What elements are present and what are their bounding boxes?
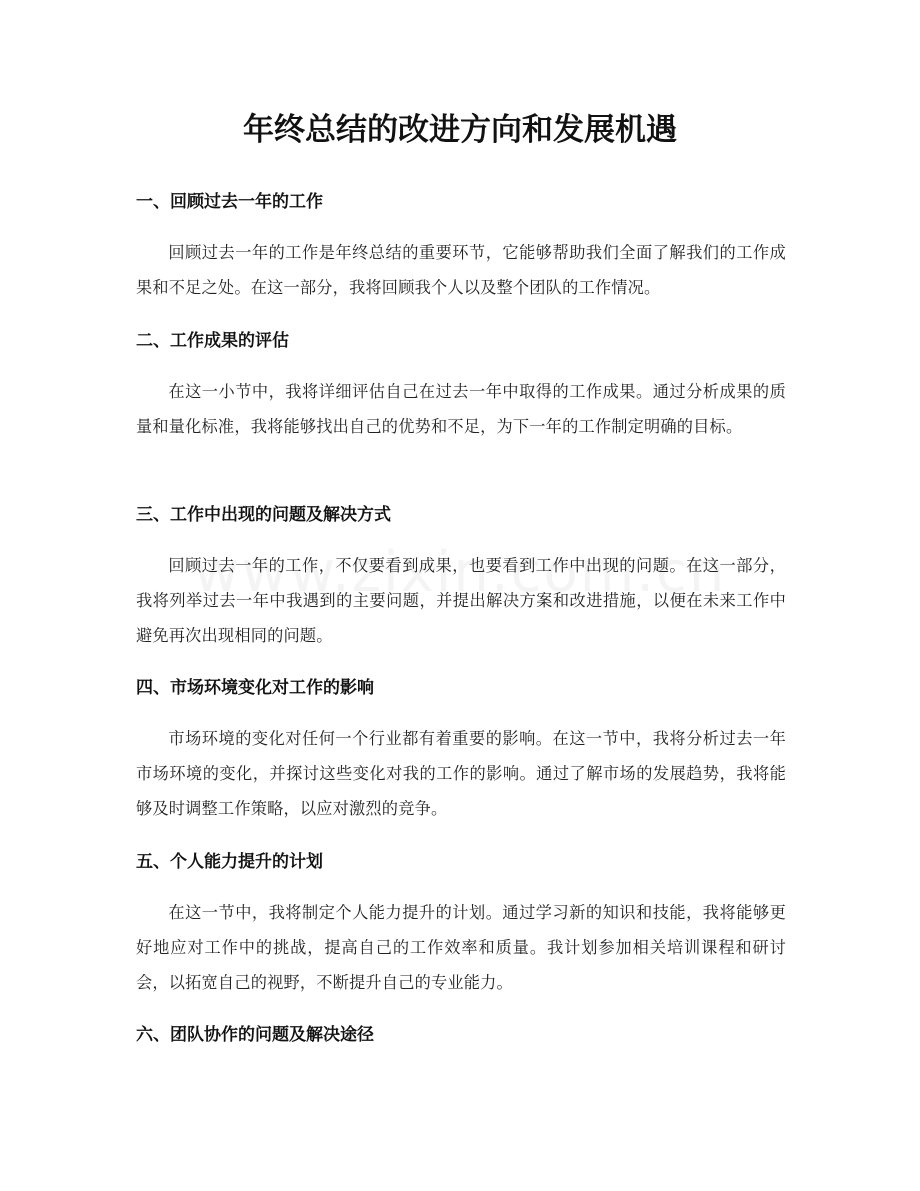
section-teamwork bbox=[136, 1022, 786, 1048]
section-body: 回顾过去一年的工作，不仅要看到成果，也要看到工作中出现的问题。在这一部分，我将列举过去一年中我遇到的主要问题，并提出解决方案和改进措施，以便在未来工作中避免再次出现相同的问题。 bbox=[136, 556, 786, 645]
section-heading: 六、团队协作的问题及解决途径 bbox=[136, 1025, 374, 1045]
section-heading: 一、回顾过去一年的工作 bbox=[136, 192, 323, 212]
section-body: 在这一节中，我将制定个人能力提升的计划。通过学习新的知识和技能，我将能够更好地应对工作中的挑战，提高自己的工作效率和质量。我计划参加相关培训课程和研讨会，以拓宽自己的视野，不断提升自己的专业能力。 bbox=[136, 903, 786, 992]
page-title: 年终总结的改进方向和发展机遇 bbox=[243, 112, 677, 148]
section-heading: 五、个人能力提升的计划 bbox=[136, 852, 323, 872]
section-heading: 二、工作成果的评估 bbox=[136, 331, 289, 351]
section-problems bbox=[136, 502, 786, 653]
section-body: 市场环境的变化对任何一个行业都有着重要的影响。在这一节中，我将分析过去一年市场环境的变化，并探讨这些变化对我的工作的影响。通过了解市场的发展趋势，我将能够及时调整工作策略，以应对激烈的竞争。 bbox=[136, 729, 786, 818]
section-heading: 四、市场环境变化对工作的影响 bbox=[136, 678, 374, 698]
section-review bbox=[136, 189, 786, 305]
section-body: 在这一小节中，我将详细评估自己在过去一年中取得的工作成果。通过分析成果的质量和量化标准，我将能够找出自己的优势和不足，为下一年的工作制定明确的目标。 bbox=[136, 382, 786, 436]
section-evaluation bbox=[136, 328, 786, 444]
section-heading: 三、工作中出现的问题及解决方式 bbox=[136, 505, 391, 525]
section-body: 回顾过去一年的工作是年终总结的重要环节，它能够帮助我们全面了解我们的工作成果和不足之处。在这一部分，我将回顾我个人以及整个团队的工作情况。 bbox=[136, 243, 786, 297]
section-market bbox=[136, 675, 786, 826]
section-personal-growth bbox=[136, 849, 786, 1000]
